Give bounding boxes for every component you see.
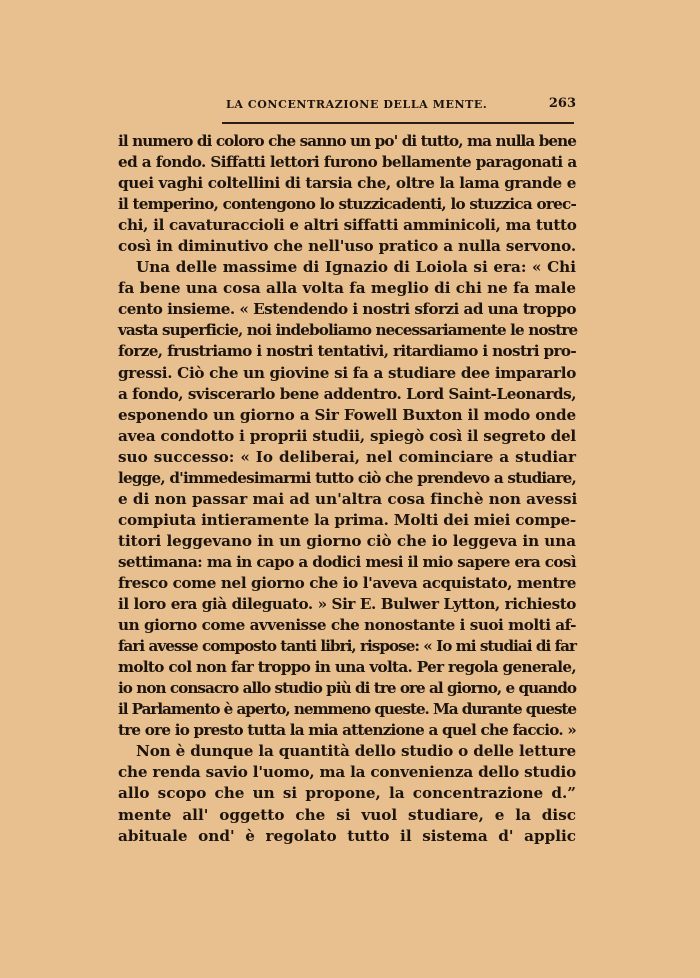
page-number: 263 bbox=[548, 96, 576, 111]
text-line: un giorno come avvenisse che nonostante i suoi molti af- bbox=[118, 616, 577, 635]
header-rule bbox=[222, 122, 574, 124]
text-line: il temperino, contengono lo stuzzicadenti, lo stuzzica orec- bbox=[118, 195, 577, 214]
text-line: forze, frustriamo i nostri tentativi, ritardiamo i nostri pro- bbox=[118, 342, 576, 361]
running-title: LA CONCENTRAZIONE DELLA MENTE. bbox=[226, 98, 488, 111]
text-line: Una delle massime di Ignazio di Loiola si era: « Chi bbox=[136, 258, 576, 277]
text-line: il numero di coloro che sanno un po' di tutto, ma nulla bene bbox=[118, 132, 577, 150]
text-line: mente all' oggetto che si vuol studiare, e la disc bbox=[118, 805, 576, 824]
text-line: ed a fondo. Siffatti lettori furono bellamente paragonati a bbox=[118, 153, 577, 172]
text-line: Non è dunque la quantità dello studio o delle letture bbox=[136, 742, 576, 761]
text-line: settimana: ma in capo a dodici mesi il mio sapere era così bbox=[118, 552, 576, 571]
body-text bbox=[118, 131, 576, 847]
running-head bbox=[118, 98, 580, 118]
text-line: tre ore io presto tutta la mia attenzione a quel che faccio. » bbox=[118, 721, 577, 740]
text-line: e di non passar mai ad un'altra cosa finchè non avessi bbox=[118, 489, 578, 508]
text-line: avea condotto i proprii studii, spiegò così il segreto del bbox=[118, 426, 576, 445]
text-line: quei vaghi coltellini di tarsia che, oltre la lama grande e bbox=[118, 174, 576, 193]
text-line: fresco come nel giorno che io l'aveva acquistato, mentre bbox=[118, 573, 576, 592]
text-line: che renda savio l'uomo, ma la convenienza dello studio bbox=[118, 763, 576, 782]
text-line: così in diminutivo che nell'uso pratico a nulla servono. bbox=[118, 237, 576, 256]
text-line: a fondo, sviscerarlo bene addentro. Lord Saint-Leonards, bbox=[118, 384, 577, 403]
text-line: chi, il cavaturaccioli e altri siffatti amminicoli, ma tutto bbox=[118, 216, 577, 235]
text-line: legge, d'immedesimarmi tutto ciò che prendevo a studiare, bbox=[118, 468, 576, 487]
text-line: abituale ond' è regolato tutto il sistema d' applic bbox=[118, 826, 576, 845]
text-line: allo scopo che un si propone, la concentrazione d.” bbox=[118, 784, 576, 803]
text-line: molto col non far troppo in una volta. Per regola generale, bbox=[118, 658, 576, 677]
text-line: fa bene una cosa alla volta fa meglio di chi ne fa male bbox=[118, 279, 576, 298]
text-line: vasta superficie, noi indeboliamo necessariamente le nostre bbox=[118, 321, 578, 340]
text-line: suo successo: « Io deliberai, nel cominciare a studiar bbox=[118, 447, 576, 466]
text-line: cento insieme. « Estendendo i nostri sforzi ad una troppo bbox=[118, 300, 576, 319]
text-line: titori leggevano in un giorno ciò che io leggeva in una bbox=[118, 531, 576, 550]
text-line: gressi. Ciò che un giovine si fa a studiare dee impararlo bbox=[118, 363, 576, 382]
text-line: il loro era già dileguato. » Sir E. Bulwer Lytton, richiesto bbox=[118, 595, 576, 614]
text-line: fari avesse composto tanti libri, rispose: « Io mi studiai di far bbox=[118, 637, 576, 656]
text-line: esponendo un giorno a Sir Fowell Buxton il modo onde bbox=[118, 405, 576, 424]
text-line: il Parlamento è aperto, nemmeno queste. Ma durante queste bbox=[118, 700, 576, 719]
text-line: io non consacro allo studio più di tre ore al giorno, e quando bbox=[118, 679, 576, 698]
text-line: compiuta intieramente la prima. Molti dei miei compe- bbox=[118, 510, 577, 529]
